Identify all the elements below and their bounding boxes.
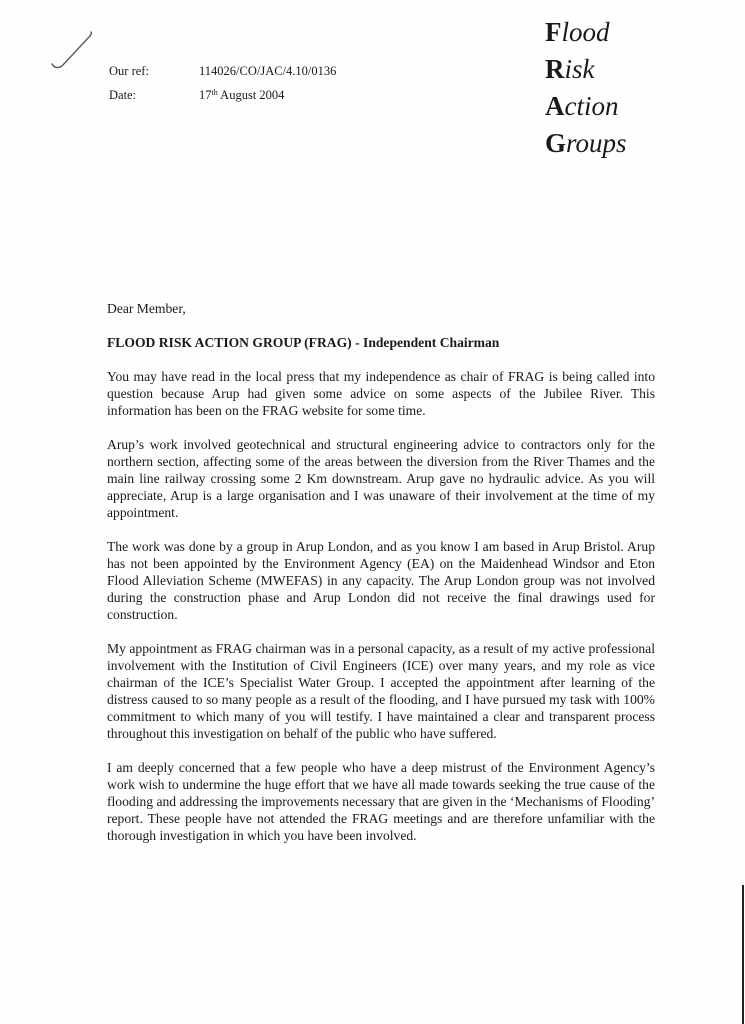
logo-line-flood: Flood	[545, 17, 610, 47]
our-ref-label: Our ref:	[109, 64, 149, 78]
date-day: 17	[199, 88, 212, 102]
reference-block	[109, 59, 336, 107]
scan-edge-line	[742, 885, 744, 1024]
paragraph-1: You may have read in the local press that my independence as chair of FRAG is being called into question because Arup had given some advice on some aspects of the Jubilee River. This information has been on the FRAG website for some time.	[107, 369, 655, 418]
our-ref-value: 114026/CO/JAC/4.10/0136	[199, 64, 337, 78]
paragraph-2: Arup’s work involved geotechnical and structural engineering advice to contractors only for the northern section, affecting some of the areas between the diversion from the River Thames and the main line railway crossing some 2 Km downstream. Arup gave no hydraulic advice. As you will appreciate, Arup is a large organisation and I was unaware of their involvement at the time of my appointment.	[107, 437, 655, 520]
subject-heading: FLOOD RISK ACTION GROUP (FRAG) - Independent Chairman	[107, 335, 500, 350]
paragraph-5: I am deeply concerned that a few people who have a deep mistrust of the Environment Agency’s work wish to undermine the huge effort that we have all made towards seeking the true cause of the flooding and addressing the improvements necessary that are given in the ‘Mechanisms of Flooding’ report. These people have not attended the FRAG meetings and are therefore unfamiliar with the thorough investigation in which you have been involved.	[107, 760, 655, 843]
date-suffix: th	[211, 88, 218, 97]
logo-line-risk: Risk	[545, 54, 595, 84]
date-value	[199, 83, 284, 107]
date-rest: August 2004	[217, 88, 285, 102]
salutation: Dear Member,	[107, 301, 186, 316]
handwritten-tick-mark	[50, 30, 96, 72]
paragraph-3: The work was done by a group in Arup London, and as you know I am based in Arup Bristol. Arup has not been appointed by the Environment Agency (EA) on the Maidenhead Windsor and Eton Flood Alleviation Scheme (MWEFAS) in any capacity. The Arup London group was not involved during the construction phase and Arup London did not receive the final drawings used for construction.	[107, 539, 655, 622]
letter-body	[107, 300, 655, 861]
logo-line-action: Action	[545, 91, 619, 121]
frag-logo	[545, 14, 627, 162]
date-label: Date:	[109, 88, 137, 102]
logo-line-groups: Groups	[545, 128, 627, 158]
paragraph-4: My appointment as FRAG chairman was in a personal capacity, as a result of my active professional involvement with the Institution of Civil Engineers (ICE) over many years, and my role as vice chairman of the ICE’s Specialist Water Group. I accepted the appointment after learning of the distress caused to so many people as a result of the flooding, and I have pursued my task with 100% commitment to which many of you will testify. I have maintained a clear and transparent process throughout this investigation on behalf of the public who have suffered.	[107, 641, 655, 741]
date-row	[109, 83, 336, 107]
our-ref-row	[109, 59, 336, 83]
